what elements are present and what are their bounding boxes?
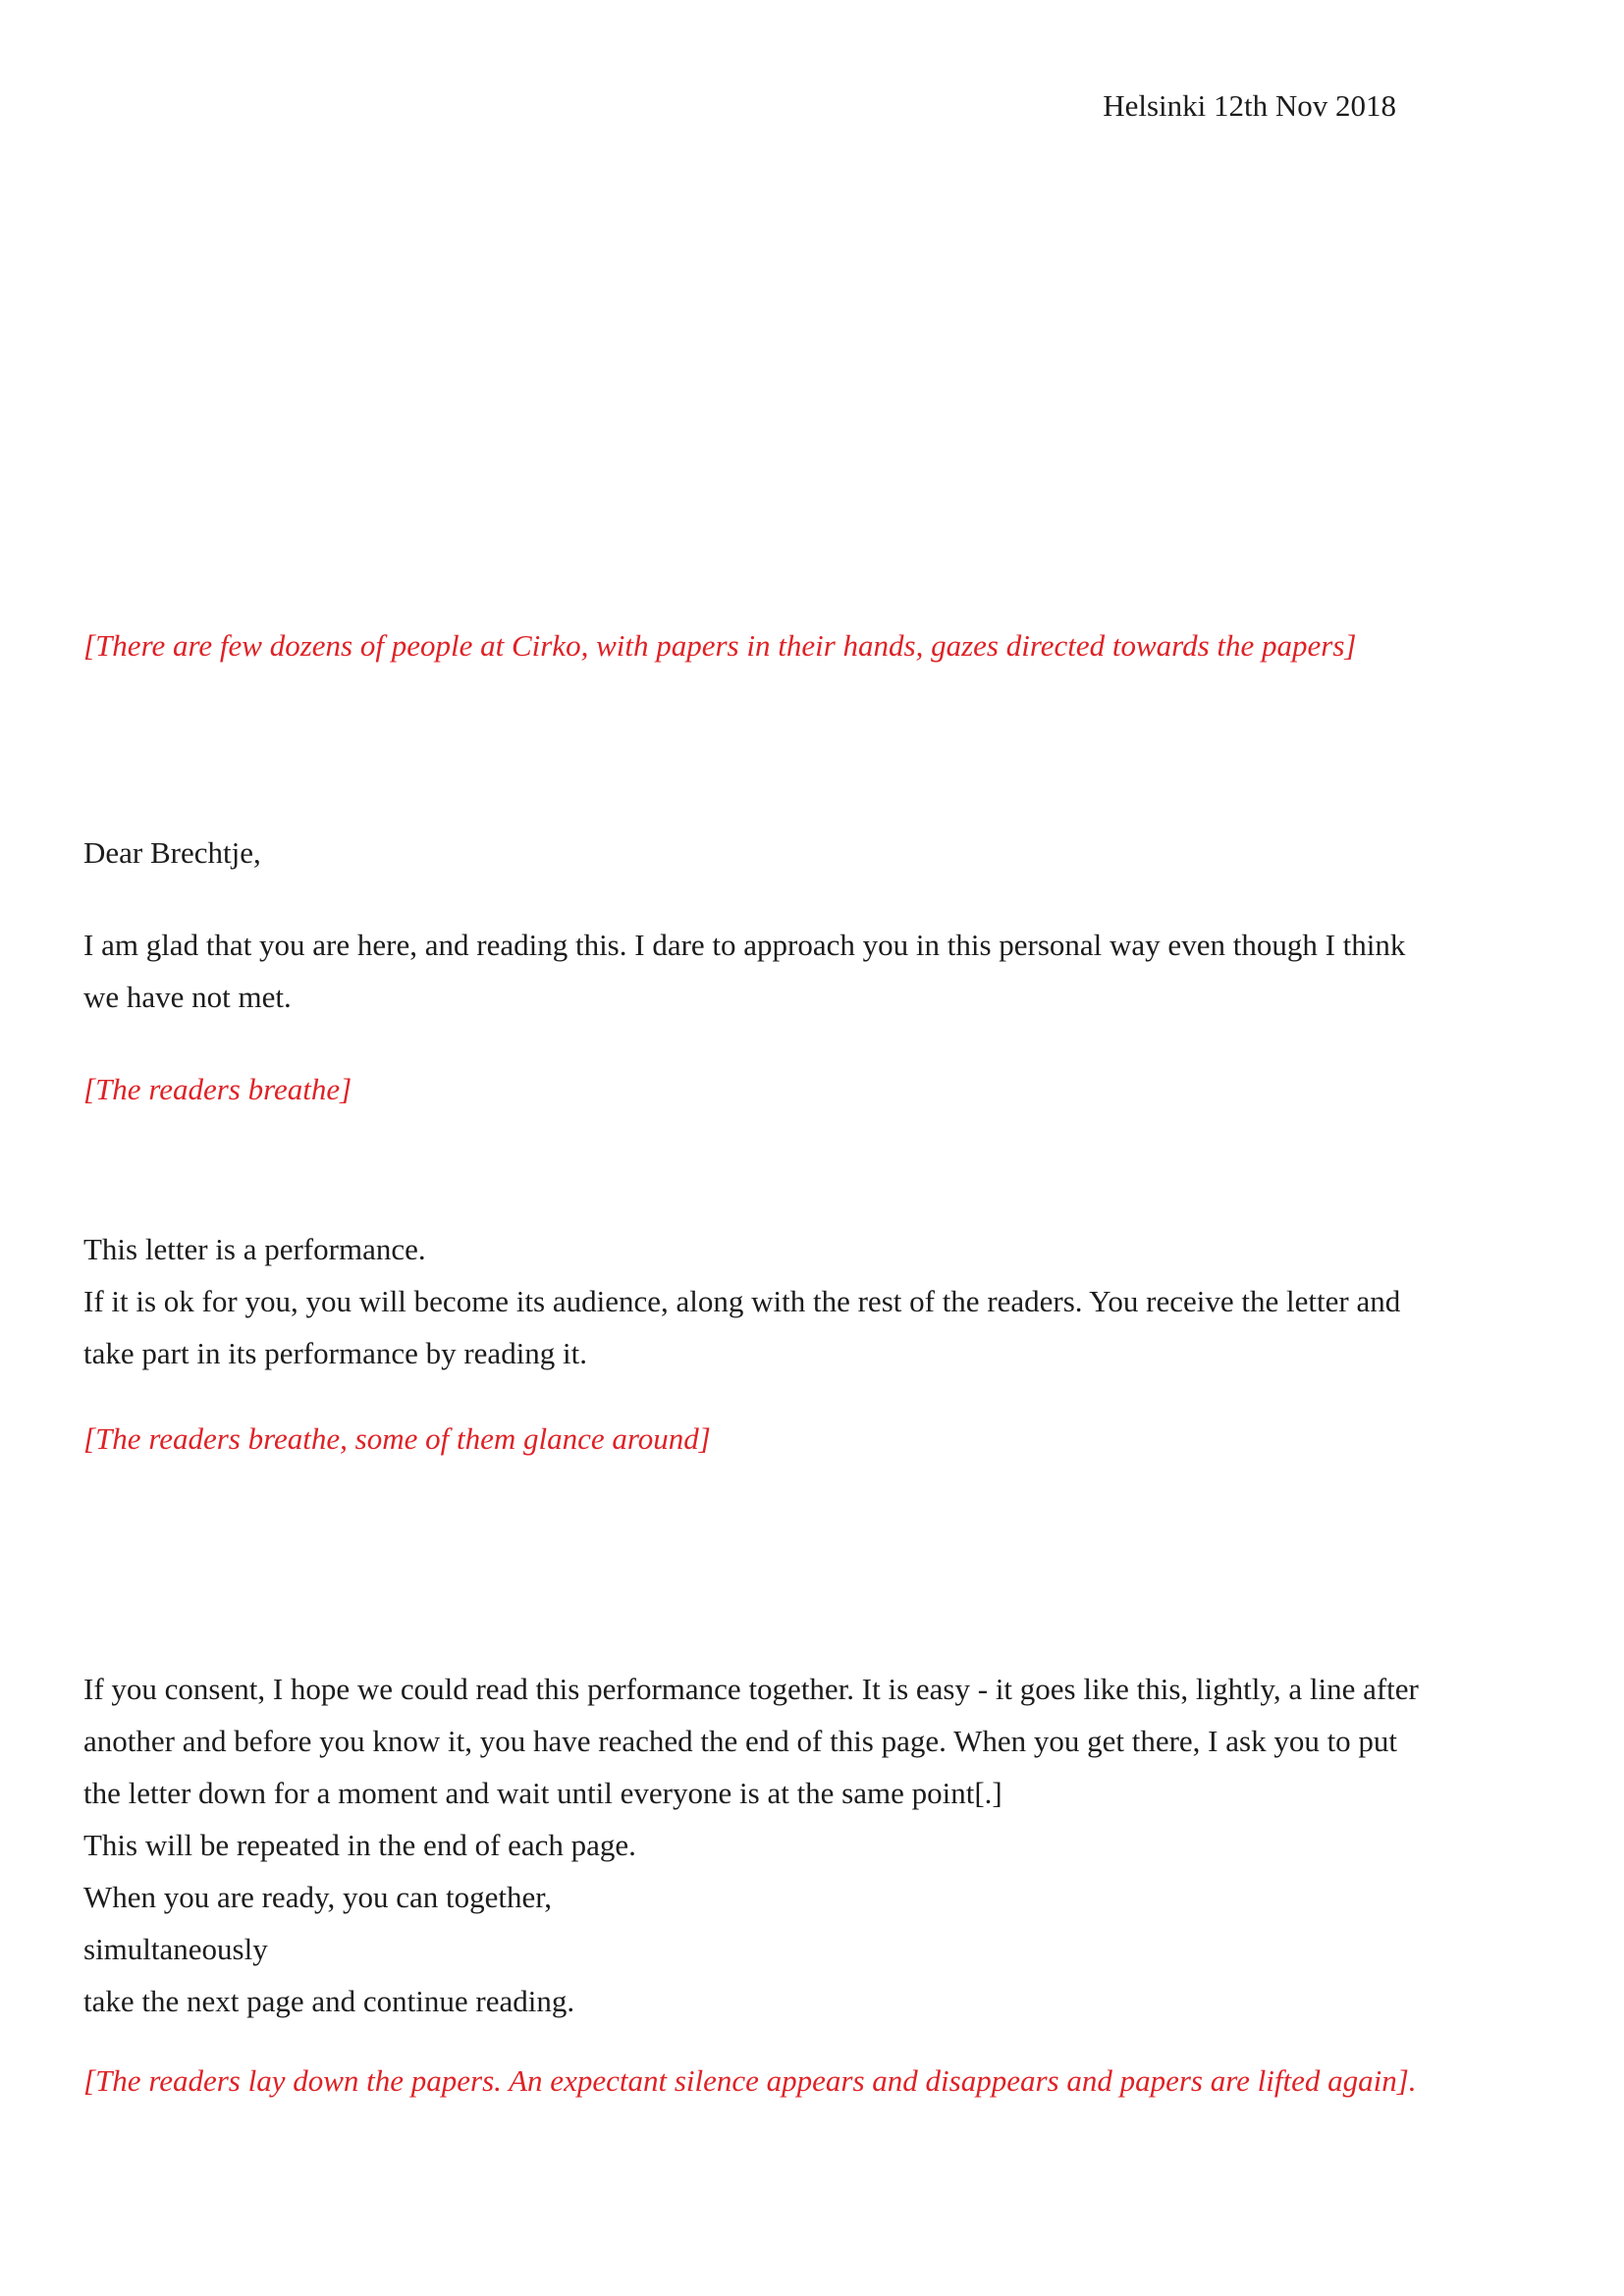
performance-paragraph-line: take part in its performance by reading it.: [83, 1336, 588, 1370]
instructions-paragraph-line: When you are ready, you can together,: [83, 1880, 553, 1914]
instructions-paragraph-line: the letter down for a moment and wait until everyone is at the same point[.]: [83, 1776, 1002, 1810]
stage-direction-glance: [The readers breathe, some of them glance around]: [83, 1421, 711, 1456]
stage-direction-opening: [There are few dozens of people at Cirko, with papers in their hands, gazes directed towards the papers]: [83, 628, 1357, 663]
dateline: Helsinki 12th Nov 2018: [1103, 88, 1396, 123]
stage-direction-breathe: [The readers breathe]: [83, 1072, 352, 1106]
performance-paragraph: [83, 1223, 1467, 1379]
salutation: Dear Brechtje,: [83, 835, 261, 870]
intro-paragraph: [83, 919, 1467, 1023]
instructions-paragraph-line: another and before you know it, you have reached the end of this page. When you get there, I ask you to put: [83, 1724, 1398, 1758]
performance-paragraph-line: This letter is a performance.: [83, 1232, 426, 1266]
intro-paragraph-line: we have not met.: [83, 980, 292, 1014]
instructions-paragraph-line: If you consent, I hope we could read this performance together. It is easy - it goes like this, lightly, a line after: [83, 1672, 1419, 1706]
instructions-paragraph-line: This will be repeated in the end of each page.: [83, 1828, 636, 1862]
instructions-paragraph-line: take the next page and continue reading.: [83, 1984, 575, 2018]
instructions-paragraph-line: simultaneously: [83, 1932, 268, 1966]
stage-direction-closing: [The readers lay down the papers. An expectant silence appears and disappears and papers are lifted again].: [83, 2063, 1417, 2098]
performance-paragraph-line: If it is ok for you, you will become its audience, along with the rest of the readers. You receive the letter and: [83, 1284, 1401, 1318]
intro-paragraph-line: I am glad that you are here, and reading this. I dare to approach you in this personal way even though I think: [83, 928, 1406, 962]
instructions-paragraph: [83, 1663, 1467, 2027]
